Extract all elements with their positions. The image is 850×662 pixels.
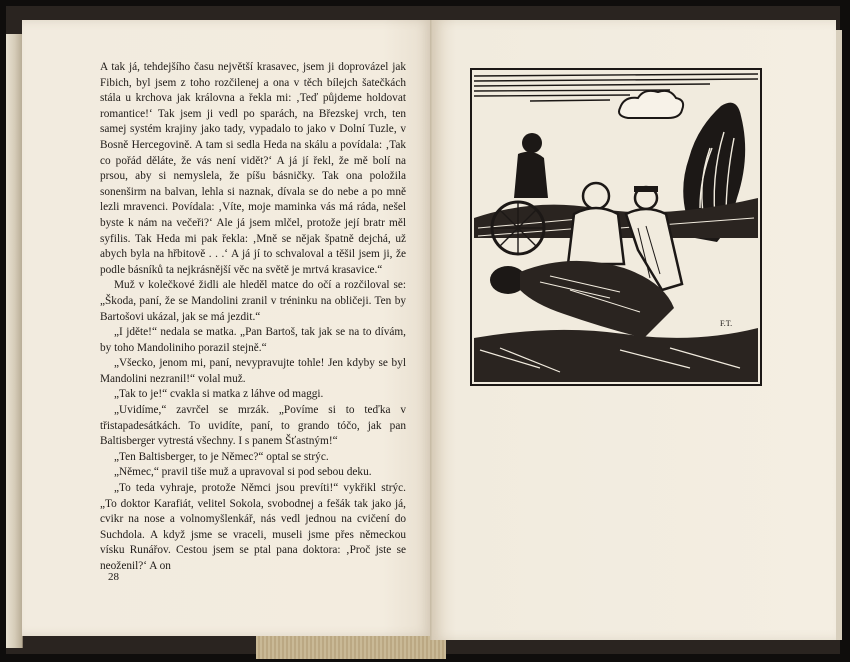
paragraph: „Tak to je!“ cvakla si matka z láhve od maggi. [114,388,324,401]
paragraph: „To teda vyhraje, protože Němci jsou prevíti!“ vykřikl strýc. „To doktor Karafiát, velitel Sokola, svobodnej a fešák tak jako já, cvikr na nose a volnomyšlenkář, nás vedl jednou na cvičení do Suchdola. A když jsme se vraceli, museli jsme přes německou vísku Runářov. Cestou jsem se ptal pana doktora: ‚Proč jste se neoženil?‘ A on [100,482,406,572]
paragraph: „I jděte!“ nedala se matka. „Pan Bartoš, tak jak se na to dívám, by toho Mandoliniho porazil stejně.“ [100,326,406,354]
paragraph: „Všecko, jenom mi, paní, nevypravujte tohle! Jen kdyby se byl Mandolini nezranil!“ volal muž. [100,357,406,385]
woodcut-illustration-icon [470,68,762,386]
body-text [100,60,406,575]
page-edge [836,30,842,640]
page-number: 28 [108,571,119,583]
paragraph: A tak já, tehdejšího času největší krasavec, jsem ji doprovázel jak Fibich, byl jsem z toho rozčilenej a ona v těch bílejch šatečkách stála u krchova jak královna a řekla mi: ‚Teď půjdeme holdovat romantice!‘ Tak jsem ji vedl po sparách, na Březskej vrch, ten samej systém krajiny jako tady, vypadalo to jako v Dolní Tuzle, v Bosně Hercegovině. A tam si sedla Heda na skálu a povídala: ‚Tak co pořád děláte, že vás není vidět?‘ A já jí řekl, že mě bolí na prsou, aby si nemyslela, že píšu básničky. Tak ona položila sonenširm na balvan, lehla si naznak, dívala se do nebe a po mně lezli mravenci. Povídala: ‚Víte, moje maminka vás má ráda, nešel byste k nám na večeři?‘ Ale já jsem mlčel, protože její bratr měl syfilis. Tak Heda mi pak řekla: ‚Mně se nějak špatně dejchá, už abych byla na hřbitově . . .‘ A já jí to schvaloval a těšil jsem ji, že podle básníků ta nejkrásnější věc na světě je mrtvá krasavice.“ [100,61,406,276]
paragraph: „Uvidíme,“ zavrčel se mrzák. „Povíme si to teďka v třistapadesátkách. To uvidíte, paní, to grando tóčo, jak pan Baltisberger vytrestá všechny. I s panem Šťastným!“ [100,404,406,448]
artist-annotation: F.T. [720,319,733,328]
paragraph: Muž v kolečkové židli ale hleděl matce do očí a rozčiloval se: „Škoda, paní, že se Mandolini zranil v tréninku na obličeji. Ten by Bartošovi ukázal, jak se má jezdit.“ [100,279,406,323]
paragraph: „Ten Baltisberger, to je Němec?“ optal se strýc. [114,450,329,463]
book-cover-edge [6,34,23,648]
paragraph: „Němec,“ pravil tiše muž a upravoval si pod sebou deku. [114,466,372,479]
left-page [22,20,432,636]
open-book [6,6,840,654]
